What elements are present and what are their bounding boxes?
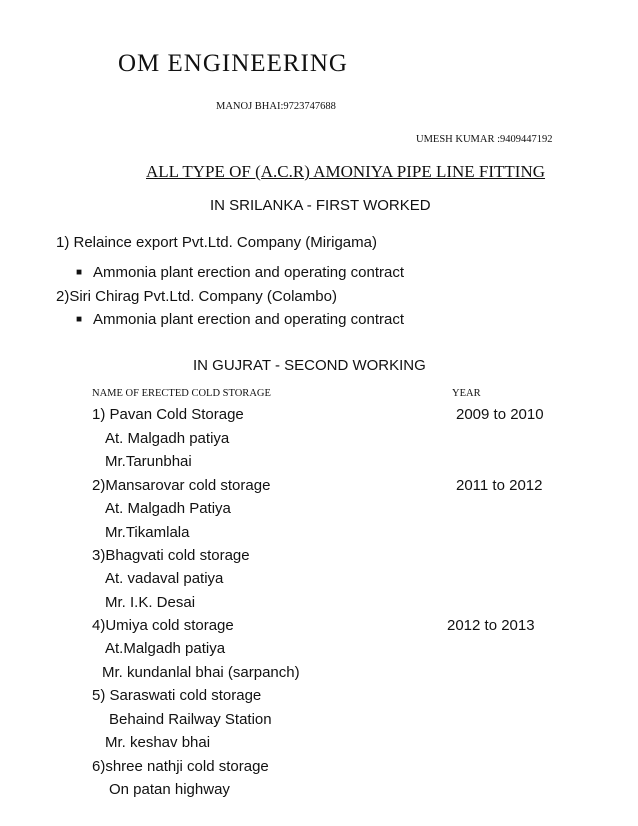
list-item: Mr. I.K. Desai — [105, 594, 196, 611]
column-header-year: YEAR — [452, 388, 481, 399]
document-title: ALL TYPE OF (A.C.R) AMONIYA PIPE LINE FITTING — [146, 162, 546, 181]
company-entry: 2)Siri Chirag Pvt.Ltd. Company (Colambo) — [56, 288, 337, 305]
square-bullet-icon: ■ — [76, 267, 83, 278]
list-item: 6)shree nathji cold storage — [92, 758, 269, 775]
contact-manoj: MANOJ BHAI:9723747688 — [216, 101, 336, 112]
list-item: 2)Mansarovar cold storage — [92, 477, 271, 494]
contact-umesh: UMESH KUMAR :9409447192 — [416, 134, 553, 145]
bullet-text: Ammonia plant erection and operating contract — [93, 311, 405, 328]
list-item: At. Malgadh patiya — [105, 430, 230, 447]
year-value: 2011 to 2012 — [456, 477, 543, 494]
square-bullet-icon: ■ — [76, 314, 83, 325]
list-item: 1) Pavan Cold Storage — [92, 406, 244, 423]
year-value: 2012 to 2013 — [447, 617, 535, 634]
bullet-text: Ammonia plant erection and operating contract — [93, 264, 405, 281]
list-item: Mr. keshav bhai — [105, 734, 211, 751]
list-item: 4)Umiya cold storage — [92, 617, 234, 634]
list-item: 3)Bhagvati cold storage — [92, 547, 250, 564]
list-item: Mr. kundanlal bhai (sarpanch) — [102, 664, 300, 681]
list-item: At. vadaval patiya — [105, 570, 224, 587]
column-header-name: NAME OF ERECTED COLD STORAGE — [92, 388, 271, 399]
bullet-item — [76, 264, 404, 281]
list-item: On patan highway — [109, 781, 230, 798]
year-value: 2009 to 2010 — [456, 406, 544, 423]
list-item: Mr.Tarunbhai — [105, 453, 192, 470]
bullet-item — [76, 311, 404, 328]
list-item: Mr.Tikamlala — [105, 524, 190, 541]
list-item: At. Malgadh Patiya — [105, 500, 231, 517]
list-item: 5) Saraswati cold storage — [92, 687, 262, 704]
list-item: At.Malgadh patiya — [105, 640, 226, 657]
company-name: OM ENGINEERING — [118, 50, 348, 77]
section-srilanka-heading: IN SRILANKA - FIRST WORKED — [210, 197, 431, 214]
list-item: Behaind Railway Station — [109, 711, 272, 728]
company-entry: 1) Relaince export Pvt.Ltd. Company (Mirigama) — [56, 234, 377, 251]
section-gujrat-heading: IN GUJRAT - SECOND WORKING — [193, 357, 426, 374]
